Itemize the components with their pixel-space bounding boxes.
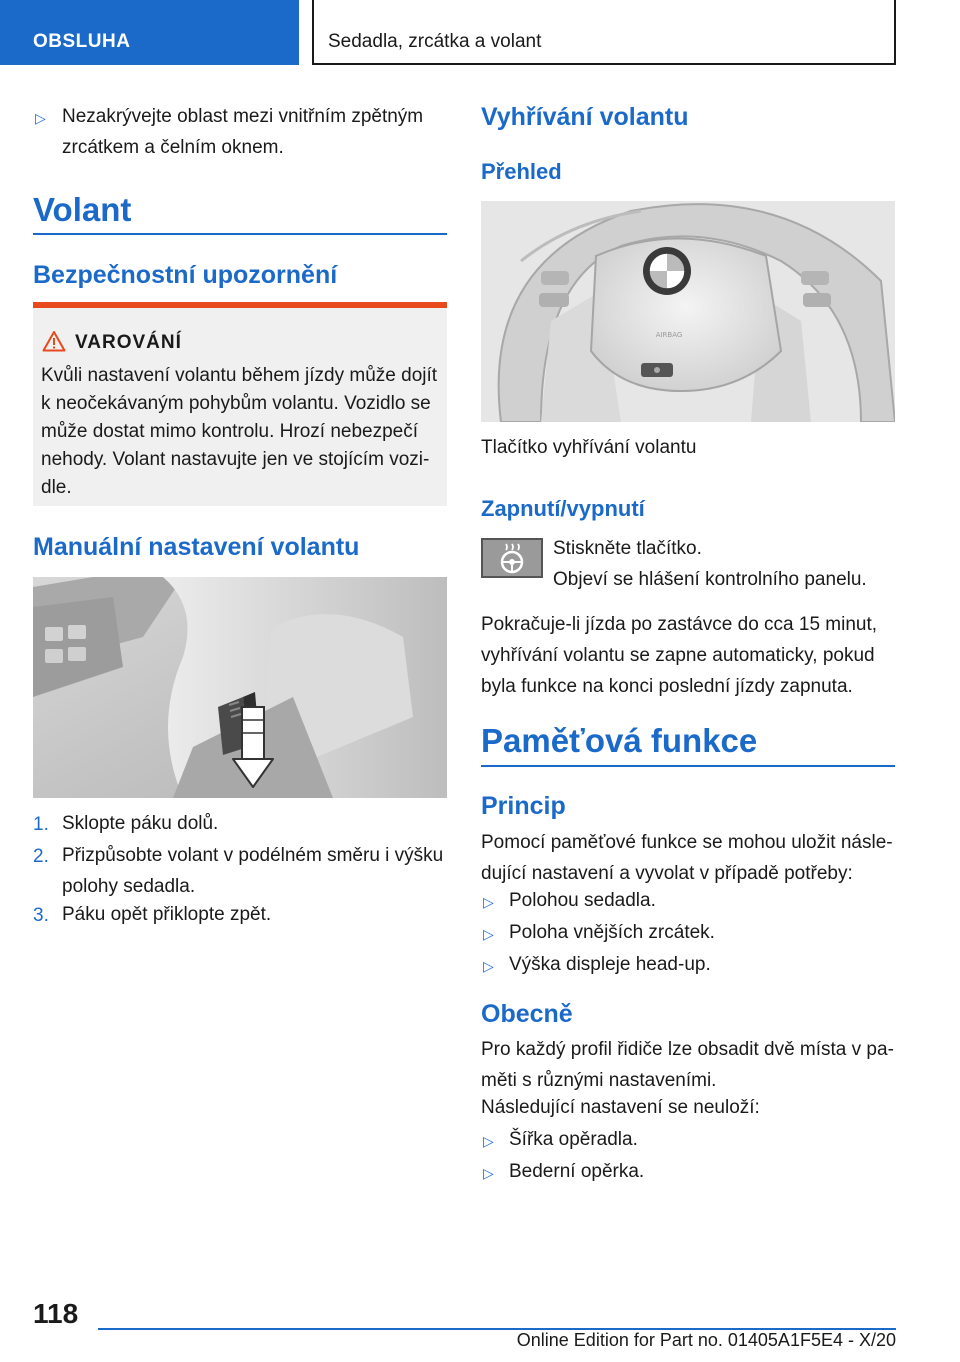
- edition-text: Online Edition for Part no. 01405A1F5E4 - X/20: [516, 1330, 896, 1350]
- step-text: Páku opět přiklopte zpět.: [62, 904, 272, 925]
- warning-box: [33, 302, 447, 506]
- bullet-icon: ▷: [483, 1133, 494, 1149]
- image-caption: Tlačítko vyhřívání volantu: [481, 437, 697, 458]
- heading-manual: Manuální nastavení volantu: [33, 533, 360, 561]
- paragraph-principle: Pomocí paměťové funkce se mohou uložit násle-dující nastavení a vyvolat v případě potřeby:: [481, 832, 893, 884]
- step-text: Přizpůsobte volant v podélném směru i výšku polohy sedadla.: [62, 845, 444, 897]
- step-number: 2.: [33, 846, 49, 867]
- heading-overview: Přehled: [481, 159, 562, 184]
- list-item: Šířka opěradla.: [509, 1129, 638, 1150]
- bullet-icon: ▷: [35, 110, 46, 126]
- toggle-line-2: Objeví se hlášení kontrolního panelu.: [553, 569, 867, 590]
- paragraph-not-saved: Následující nastavení se neuloží:: [481, 1097, 760, 1118]
- warning-title: VAROVÁNÍ: [75, 332, 182, 353]
- airbag-label: AIRBAG: [655, 331, 683, 339]
- list-item: Výška displeje head-up.: [509, 954, 711, 975]
- paragraph-auto: Pokračuje-li jízda po zastávce do cca 15 minut, vyhřívání volantu se zapne automaticky, pokud byla funkce na konci poslední jízdy zapnuta.: [481, 614, 878, 697]
- heated-steering-wheel-button[interactable]: [481, 538, 543, 578]
- heading-volant: Volant: [33, 191, 132, 228]
- steering-lever-illustration: [33, 577, 447, 798]
- chapter-title: Sedadla, zrcátka a volant: [328, 31, 542, 52]
- list-item: Bederní opěrka.: [509, 1161, 645, 1182]
- heading-rule: [33, 233, 447, 235]
- bullet-icon: ▷: [483, 958, 494, 974]
- bullet-icon: ▷: [483, 894, 494, 910]
- bullet-icon: ▷: [483, 1165, 494, 1181]
- section-title: OBSLUHA: [33, 31, 131, 52]
- section-tab: [0, 0, 299, 65]
- heading-safety: Bezpečnostní upozornění: [33, 261, 338, 289]
- list-item: Polohou sedadla.: [509, 890, 656, 911]
- intro-bullet-text: Nezakrývejte oblast mezi vnitřním zpětným zrcátkem a čelním oknem.: [62, 106, 424, 158]
- heading-memory: Paměťová funkce: [481, 722, 758, 759]
- step-number: 1.: [33, 814, 49, 835]
- bullet-icon: ▷: [483, 926, 494, 942]
- heated-steering-wheel-icon: [483, 540, 541, 576]
- step-number: 3.: [33, 905, 49, 926]
- heading-heating: Vyhřívání volantu: [481, 103, 689, 131]
- steering-wheel-illustration: [481, 201, 895, 422]
- list-item: Poloha vnějších zrcátek.: [509, 922, 715, 943]
- chapter-tab: [312, 0, 896, 65]
- toggle-line-1: Stiskněte tlačítko.: [553, 538, 702, 559]
- warning-triangle-icon: [42, 330, 66, 352]
- heading-rule: [481, 765, 895, 767]
- bmw-logo-icon: [643, 247, 691, 295]
- step-text: Sklopte páku dolů.: [62, 813, 219, 834]
- page-number: 118: [33, 1298, 79, 1329]
- heading-principle: Princip: [481, 792, 566, 820]
- warning-text: Kvůli nastavení volantu během jízdy může dojít k neočekávaným pohybům volantu. Vozidlo se může dostat mimo kontrolu. Hrozí nebezpečí nehody. Volant nastavujte jen ve stojícím vozi-dle.: [41, 365, 438, 498]
- heading-general: Obecně: [481, 1000, 573, 1028]
- heading-toggle: Zapnutí/vypnutí: [481, 496, 645, 521]
- paragraph-general: Pro každý profil řidiče lze obsadit dvě místa v pa-měti s různými nastaveními.: [481, 1039, 894, 1091]
